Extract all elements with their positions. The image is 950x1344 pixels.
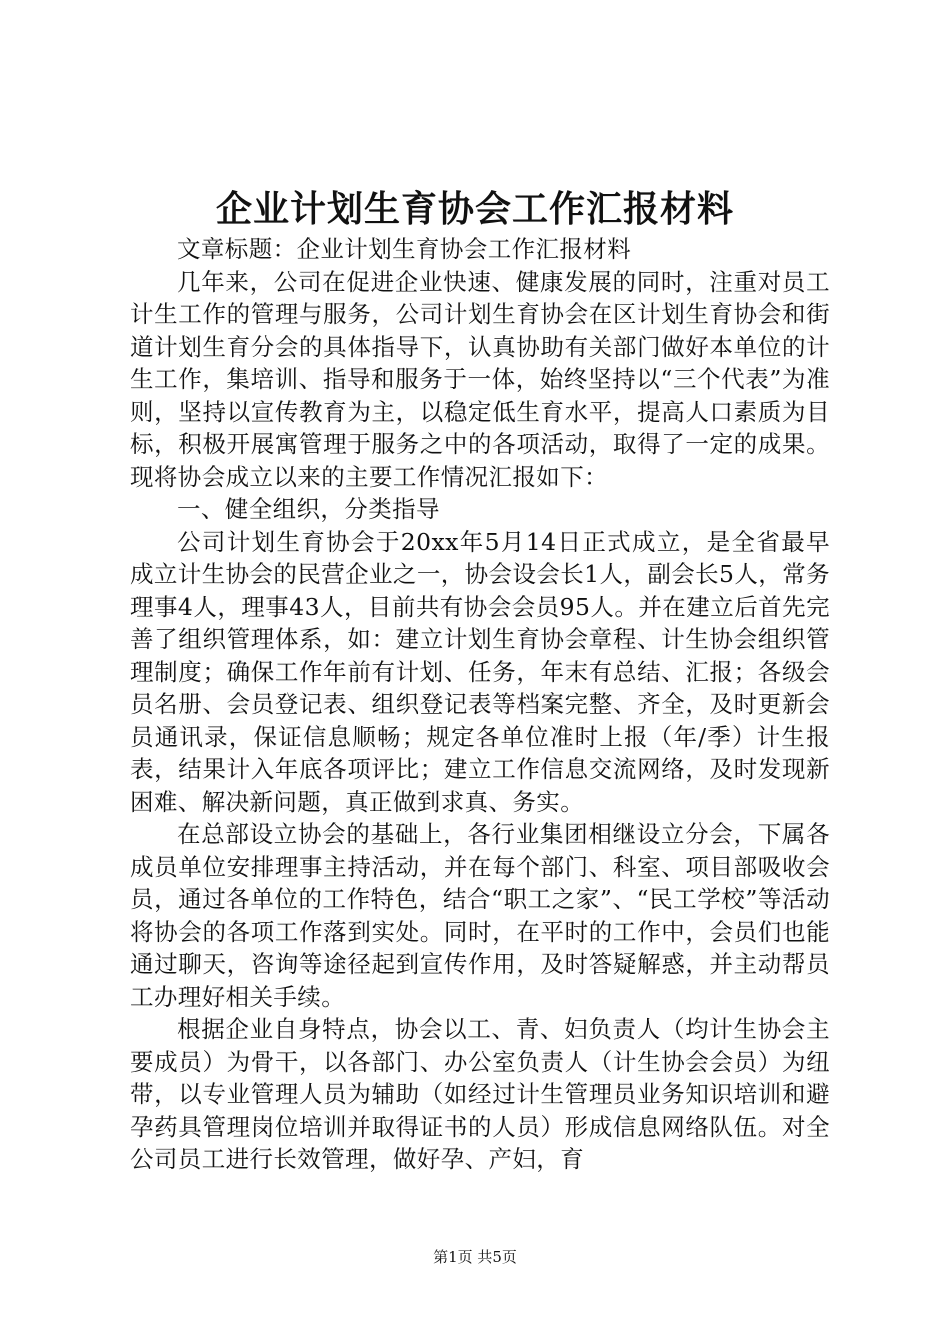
body-paragraph: 公司计划生育协会于20xx年5月14日正式成立，是全省最早成立计生协会的民营企业之一，协会设会长1人，副会长5人，常务理事4人，理事43人，目前共有协会会员95人。并在建立后首先完善了组织管理体系，如：建立计划生育协会章程、计生协会组织管理制度；确保工作年前有计划、任务，年末有总结、汇报；各级会员名册、会员登记表、组织登记表等档案完整、齐全，及时更新会员通讯录，保证信息顺畅；规定各单位准时上报（年/季）计生报表，结果计入年底各项评比；建立工作信息交流网络，及时发现新困难、解决新问题，真正做到求真、务实。 bbox=[130, 527, 830, 816]
body-paragraph: 根据企业自身特点，协会以工、青、妇负责人（均计生协会主要成员）为骨干，以各部门、办公室负责人（计生协会会员）为纽带，以专业管理人员为辅助（如经过计生管理员业务知识培训和避孕药具管理岗位培训并取得证书的人员）形成信息网络队伍。对全公司员工进行长效管理，做好孕、产妇，育 bbox=[130, 1015, 830, 1173]
intro-paragraph: 几年来，公司在促进企业快速、健康发展的同时，注重对员工计生工作的管理与服务，公司计划生育协会在区计划生育协会和街道计划生育分会的具体指导下，认真协助有关部门做好本单位的计生工作，集培训、指导和服务于一体，始终坚持以“三个代表”为准则，坚持以宣传教育为主，以稳定低生育水平，提高人口素质为目标，积极开展寓管理于服务之中的各项活动，取得了一定的成果。现将协会成立以来的主要工作情况汇报如下： bbox=[130, 267, 830, 491]
document-body bbox=[130, 233, 830, 1176]
page-footer: 第1页 共5页 bbox=[433, 1248, 517, 1266]
article-heading-line: 文章标题：企业计划生育协会工作汇报材料 bbox=[177, 235, 632, 263]
document-title: 企业计划生育协会工作汇报材料 bbox=[215, 188, 734, 230]
body-paragraph: 在总部设立协会的基础上，各行业集团相继设立分会，下属各成员单位安排理事主持活动，并在每个部门、科室、项目部吸收会员，通过各单位的工作特色，结合“职工之家”、“民工学校”等活动将协会的各项工作落到实处。同时，在平时的工作中，会员们也能通过聊天，咨询等途径起到宣传作用，及时答疑解惑，并主动帮员工办理好相关手续。 bbox=[130, 820, 830, 1011]
section-heading: 一、健全组织，分类指导 bbox=[177, 495, 440, 523]
